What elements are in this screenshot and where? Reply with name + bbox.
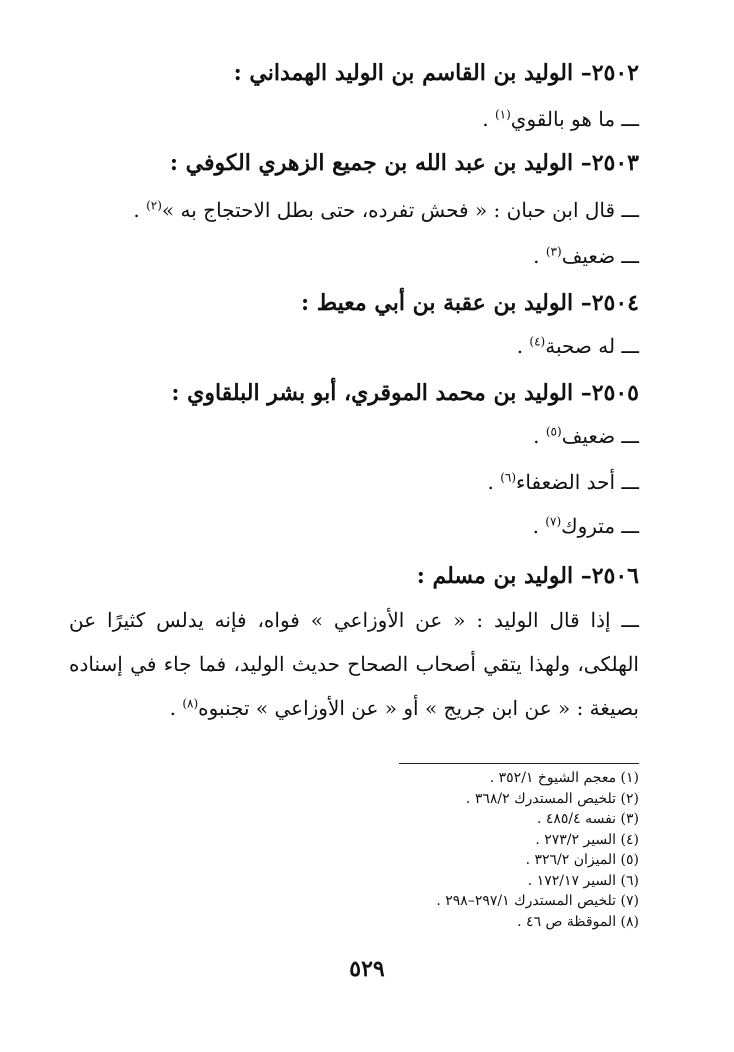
entry-heading-2503: ٢٥٠٣– الوليد بن عبد الله بن جميع الزهري الكوفي : bbox=[169, 150, 639, 176]
footnote: (٤) السير ٢٧٣/٢ . bbox=[535, 831, 639, 848]
footnote: (٦) السير ١٧٢/١٧ . bbox=[527, 872, 639, 889]
footnote-ref: (٧) bbox=[545, 514, 562, 529]
entry-item: ـــ ضعيف$^{(٥)}$ . bbox=[533, 424, 639, 448]
entry-paragraph: ـــ إذا قال الوليد : « عن الأوزاعي » فواه، فإنه يدلس كثيرًا عن الهلكى، ولهذا يتقي أصحاب الصحاح حديث الوليد، فما جاء في إسناده بصيغة : « عن ابن جريج » أو « عن الأوزاعي » تجنبوه$^{(٨)}$ . bbox=[69, 608, 639, 720]
entry-heading-2504: ٢٥٠٤– الوليد بن عقبة بن أبي معيط : bbox=[301, 290, 639, 316]
entry-heading-2505: ٢٥٠٥– الوليد بن محمد الموقري، أبو بشر البلقاوي : bbox=[171, 380, 639, 406]
footnote-ref: (٥) bbox=[545, 424, 562, 439]
footnotes-list bbox=[436, 768, 639, 932]
footnote: (١) معجم الشيوخ ٣٥٢/١ . bbox=[489, 770, 639, 786]
footnote: (٧) تلخيص المستدرك ٢٩٧/١–٢٩٨ . bbox=[436, 893, 639, 909]
page-number: ٥٢٩ bbox=[349, 956, 385, 982]
footnote-ref: (٤) bbox=[529, 334, 546, 349]
footnote-ref: (٨) bbox=[182, 696, 199, 711]
footnote-separator bbox=[399, 763, 639, 764]
entry-heading-2506: ٢٥٠٦– الوليد بن مسلم : bbox=[416, 563, 639, 589]
footnote: (٣) نفسه ٤٨٥/٤ . bbox=[536, 811, 639, 827]
footnote-ref: (١) bbox=[494, 107, 511, 122]
footnote: (٥) الميزان ٣٢٦/٢ . bbox=[525, 852, 639, 868]
entry-heading-2502: ٢٥٠٢– الوليد بن القاسم بن الوليد الهمداني : bbox=[233, 60, 639, 86]
footnote-ref: (٣) bbox=[545, 244, 562, 259]
footnote: (٢) تلخيص المستدرك ٣٦٨/٢ . bbox=[465, 790, 639, 807]
entry-item: ـــ قال ابن حبان : « فحش تفرده، حتى بطل الاحتجاج به »$^{(٢)}$ . bbox=[133, 198, 639, 222]
entry-item: ـــ ضعيف$^{(٣)}$ . bbox=[533, 244, 639, 268]
entry-item: ـــ أحد الضعفاء$^{(٦)}$ . bbox=[487, 470, 639, 494]
footnote: (٨) الموقظة ص ٤٦ . bbox=[517, 913, 639, 930]
footnote-ref: (٢) bbox=[146, 198, 162, 213]
entry-item: ـــ متروك$^{(٧)}$ . bbox=[532, 514, 639, 538]
footnote-ref: (٦) bbox=[500, 470, 517, 485]
entry-item: ـــ له صحبة$^{(٤)}$ . bbox=[516, 334, 639, 358]
entry-item: ـــ ما هو بالقوي$^{(١)}$ . bbox=[482, 107, 639, 131]
